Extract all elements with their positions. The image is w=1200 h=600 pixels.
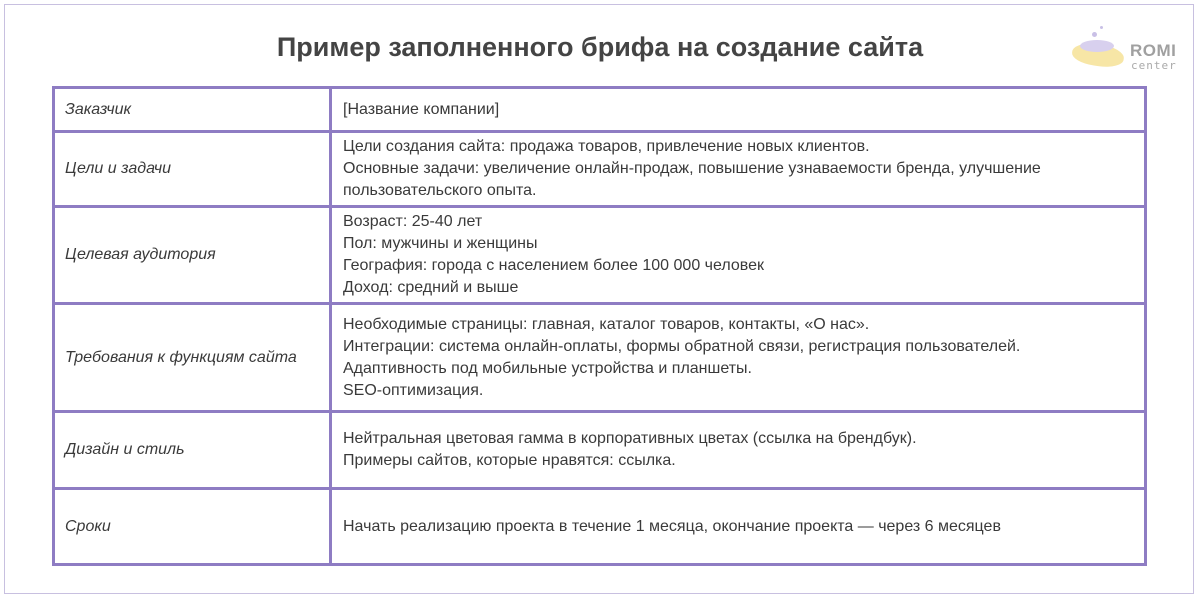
row-value	[331, 304, 1146, 412]
page-title: Пример заполненного брифа на создание сайта	[276, 32, 924, 62]
row-label: Требования к функциям сайта	[54, 304, 331, 412]
row-value	[331, 489, 1146, 565]
value-line: SEO-оптимизация.	[343, 381, 484, 399]
row-value	[331, 207, 1146, 304]
value-line: Нейтральная цветовая гамма в корпоративных цветах (ссылка на брендбук).	[343, 430, 917, 447]
row-label: Дизайн и стиль	[54, 412, 331, 489]
row-label: Заказчик	[54, 88, 331, 132]
brief-table	[52, 86, 1147, 566]
table-row	[54, 489, 1146, 565]
row-label: Сроки	[54, 489, 331, 565]
value-line: Начать реализацию проекта в течение 1 месяца, окончание проекта — через 6 месяцев	[343, 517, 1001, 535]
row-value	[331, 412, 1146, 489]
logo-dot	[1100, 26, 1103, 29]
value-line: Пол: мужчины и женщины	[343, 235, 538, 252]
logo-brand: ROMI	[1130, 41, 1177, 60]
ufo-dome-icon	[1080, 40, 1114, 52]
table-row	[54, 412, 1146, 489]
logo-sub: center	[1131, 59, 1177, 72]
table-row	[54, 207, 1146, 304]
value-line: Основные задачи: увеличение онлайн-продаж, повышение узнаваемости бренда, улучшение пользовательского опыта.	[343, 160, 1041, 199]
value-line: Необходимые страницы: главная, каталог товаров, контакты, «О нас».	[343, 315, 870, 333]
value-line: [Название компании]	[343, 100, 500, 118]
row-label: Цели и задачи	[54, 132, 331, 207]
row-value	[331, 132, 1146, 207]
value-line: Цели создания сайта: продажа товаров, привлечение новых клиентов.	[343, 138, 870, 155]
value-line: География: города с населением более 100 000 человек	[343, 257, 764, 274]
row-value	[331, 88, 1146, 132]
value-line: Адаптивность под мобильные устройства и планшеты.	[343, 359, 752, 377]
value-line: Возраст: 25-40 лет	[343, 213, 483, 230]
value-line: Примеры сайтов, которые нравятся: ссылка.	[343, 452, 676, 469]
table-row	[54, 132, 1146, 207]
table-row	[54, 88, 1146, 132]
row-label: Целевая аудитория	[54, 207, 331, 304]
value-line: Доход: средний и выше	[343, 279, 519, 296]
value-line: Интеграции: система онлайн-оплаты, формы обратной связи, регистрация пользователей.	[343, 337, 1021, 355]
table-row	[54, 304, 1146, 412]
romi-center-logo	[1072, 28, 1192, 73]
logo-dot	[1092, 32, 1097, 37]
